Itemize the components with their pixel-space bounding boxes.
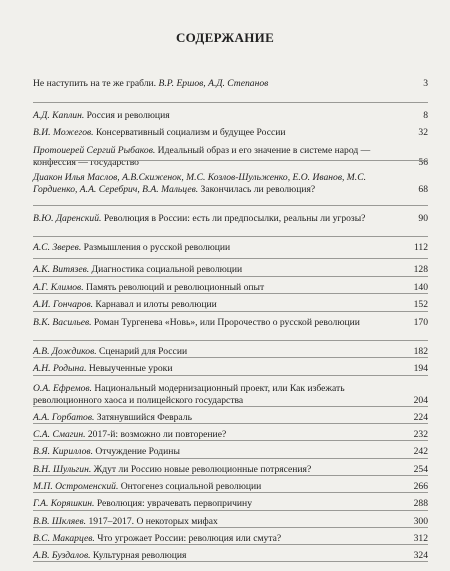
toc-entry-title: 2017-й: возможно ли повторение? bbox=[85, 429, 227, 440]
toc-entry-author: М.П. Остроменский. bbox=[33, 481, 119, 492]
toc-entry-author: А.С. Зверев. bbox=[33, 242, 82, 253]
toc-entry-page: 3 bbox=[423, 78, 428, 89]
toc-entry-page: 288 bbox=[413, 498, 428, 509]
toc-entry-text bbox=[33, 412, 428, 424]
toc-entry-author: А.И. Гончаров. bbox=[33, 299, 94, 310]
toc-entry-text bbox=[33, 299, 428, 311]
divider bbox=[33, 357, 428, 358]
divider bbox=[33, 160, 428, 161]
divider bbox=[33, 375, 428, 376]
toc-entry-author: А.Г. Климов. bbox=[33, 282, 84, 293]
toc-entry-title: 1917–2017. О некоторых мифах bbox=[86, 516, 218, 527]
divider bbox=[33, 340, 428, 341]
toc-entry-page: 300 bbox=[413, 516, 428, 527]
toc-entry-title: Диагностика социальной революции bbox=[89, 264, 243, 275]
toc-entry bbox=[33, 172, 428, 195]
toc-entry-text bbox=[33, 429, 428, 441]
toc-entry-author: В.С. Макарцев. bbox=[33, 533, 95, 544]
toc-entry bbox=[33, 429, 428, 441]
toc-entry-page: 32 bbox=[418, 127, 428, 138]
toc-entry bbox=[33, 127, 428, 139]
toc-entry bbox=[33, 145, 428, 168]
toc-entry-page: 128 bbox=[413, 264, 428, 275]
toc-entry-title: Онтогенез социальной революции bbox=[118, 481, 262, 492]
toc-entry-text bbox=[33, 550, 428, 562]
toc-entry bbox=[33, 412, 428, 424]
toc-entry-author: В.Р. Ершов, А.Д. Степанов bbox=[156, 78, 269, 89]
toc-entry-page: 194 bbox=[413, 363, 428, 374]
toc-entry-author: А.В. Буздалов. bbox=[33, 550, 91, 561]
toc-entry-page: 254 bbox=[413, 464, 428, 475]
toc-entry-author: В.И. Можегов. bbox=[33, 127, 94, 138]
divider bbox=[33, 492, 428, 493]
divider bbox=[33, 423, 428, 424]
toc-entry bbox=[33, 533, 428, 545]
toc-entry bbox=[33, 264, 428, 276]
toc-entry-page: 140 bbox=[413, 282, 428, 293]
toc-entry-title: Что угрожает России: революция или смута? bbox=[94, 533, 282, 544]
toc-entry-text bbox=[33, 446, 428, 458]
toc-entry-title: Отчуждение Родины bbox=[92, 446, 180, 457]
toc-entry-author: А.Д. Каплин. bbox=[33, 110, 85, 121]
toc-entry-title: Не наступить на те же грабли. bbox=[33, 78, 157, 89]
toc-entry-text bbox=[33, 383, 428, 406]
divider bbox=[33, 527, 428, 528]
divider bbox=[33, 544, 428, 545]
toc-entry-title: Россия и революция bbox=[84, 110, 170, 121]
divider bbox=[33, 276, 428, 277]
divider bbox=[33, 258, 428, 259]
toc-entry-title: Память революций и революционный опыт bbox=[83, 282, 265, 293]
toc-entry-title: Революция в России: есть ли предпосылки, реальны ли угрозы? bbox=[101, 213, 366, 224]
toc-entry-text bbox=[33, 264, 428, 276]
toc-entry-text bbox=[33, 481, 428, 493]
toc-entry bbox=[33, 110, 428, 122]
toc-entry-author: В.Ю. Даренский. bbox=[33, 213, 102, 224]
divider bbox=[33, 102, 428, 103]
toc-entry bbox=[33, 363, 428, 375]
toc-entry-author: А.Н. Родына. bbox=[33, 363, 87, 374]
toc-entry-title: Ждут ли Россию новые революционные потрясения? bbox=[91, 464, 312, 475]
toc-entry-title: Консервативный социализм и будущее России bbox=[93, 127, 286, 138]
toc-entry-text bbox=[33, 464, 428, 476]
toc-entry-title: Сценарий для России bbox=[96, 346, 188, 357]
divider bbox=[33, 458, 428, 459]
toc-entry-text bbox=[33, 78, 428, 90]
toc-entry-title: Закончилась ли революция? bbox=[198, 183, 316, 195]
divider bbox=[33, 440, 428, 441]
toc-entry bbox=[33, 78, 428, 90]
toc-entry-title: Размышления о русской революции bbox=[81, 242, 231, 253]
toc-entry-author: О.А. Ефремов. bbox=[33, 383, 92, 394]
toc-entry-page: 112 bbox=[413, 242, 428, 253]
divider bbox=[33, 293, 428, 294]
divider bbox=[33, 561, 428, 562]
page-title: СОДЕРЖАНИЕ bbox=[175, 30, 275, 45]
toc-entry-author: Г.А. Коряшкин. bbox=[33, 498, 95, 509]
divider bbox=[33, 311, 428, 312]
toc-entry-author: С.А. Смагин. bbox=[33, 429, 86, 440]
toc-entry-title: Национальный модернизационный проект, или Как избежать революционного хаоса и полицейского государства bbox=[33, 383, 345, 406]
toc-entry-text bbox=[33, 533, 428, 545]
toc-entry-page: 56 bbox=[418, 156, 428, 168]
divider bbox=[33, 406, 428, 407]
toc-entry bbox=[33, 242, 428, 254]
divider bbox=[33, 475, 428, 476]
toc-entry bbox=[33, 498, 428, 510]
toc-entry bbox=[33, 213, 428, 225]
toc-entry-author: В.В. Шкляев. bbox=[33, 516, 87, 527]
toc-entry-author: Протоиерей Сергий Рыбаков. bbox=[33, 145, 156, 156]
toc-entry bbox=[33, 383, 428, 406]
toc-entry-title: Культурная революция bbox=[90, 550, 187, 561]
toc-entry-page: 242 bbox=[413, 446, 428, 457]
toc-entry-title: Идеальный образ и его значение в системе народ — конфессия — государство bbox=[33, 145, 371, 168]
toc-entry bbox=[33, 516, 428, 528]
toc-entry-text bbox=[33, 145, 428, 168]
toc-entry-text bbox=[33, 346, 428, 358]
divider bbox=[33, 236, 428, 237]
divider bbox=[33, 510, 428, 511]
toc-entry bbox=[33, 446, 428, 458]
toc-entry-text bbox=[33, 127, 428, 139]
toc-entry-page: 204 bbox=[413, 394, 428, 406]
toc-entry-author: В.Н. Шульгин. bbox=[33, 464, 92, 475]
toc-entry bbox=[33, 299, 428, 311]
toc-entry-text bbox=[33, 242, 428, 254]
toc-entry-page: 266 bbox=[413, 481, 428, 492]
toc-entry bbox=[33, 346, 428, 358]
toc-entry-text bbox=[33, 282, 428, 294]
toc-entry bbox=[33, 464, 428, 476]
toc-entry-page: 224 bbox=[413, 412, 428, 423]
toc-entry-text bbox=[33, 213, 428, 225]
toc-entry-author: А.В. Дождиков. bbox=[33, 346, 97, 357]
toc-entry-author: А.А. Горбатов. bbox=[33, 412, 95, 423]
toc-entry-page: 152 bbox=[413, 299, 428, 310]
toc-entry-text bbox=[33, 110, 428, 122]
toc-entry-author: В.К. Васильев. bbox=[33, 317, 92, 328]
toc-entry bbox=[33, 317, 428, 329]
toc-entry-page: 324 bbox=[413, 550, 428, 561]
toc-entry-text bbox=[33, 363, 428, 375]
toc-entry-page: 8 bbox=[423, 110, 428, 121]
toc-entry bbox=[33, 282, 428, 294]
toc-entry-page: 90 bbox=[418, 213, 428, 224]
toc-entry-page: 182 bbox=[413, 346, 428, 357]
toc-entry-page: 312 bbox=[413, 533, 428, 544]
toc-entry-text bbox=[33, 317, 428, 329]
toc-entry-title: Роман Тургенева «Новь», или Пророчество о русской революции bbox=[91, 317, 360, 328]
toc-entry-title: Революция: уврачевать первопричину bbox=[94, 498, 252, 509]
toc-entry bbox=[33, 481, 428, 493]
toc-entry-author: В.Я. Кириллов. bbox=[33, 446, 93, 457]
toc-entry-text bbox=[33, 498, 428, 510]
toc-entry bbox=[33, 550, 428, 562]
toc-entry-title: Невыученные уроки bbox=[86, 363, 173, 374]
toc-entry-author: Диакон Илья Маслов, А.В.Скиженок, М.С. Козлов-Шульженко, Е.О. Иванов, М.С. Гордиенко, А.А. Серебрич, В.А. Мальцев. bbox=[33, 172, 366, 195]
toc-entry-author: А.К. Витязев. bbox=[33, 264, 90, 275]
toc-entry-title: Карнавал и илоты революции bbox=[93, 299, 217, 310]
toc-entry-page: 170 bbox=[413, 317, 428, 328]
toc-entry-page: 232 bbox=[413, 429, 428, 440]
toc-entry-page: 68 bbox=[418, 183, 428, 195]
toc-entry-title: Затянувшийся Февраль bbox=[94, 412, 192, 423]
divider bbox=[33, 205, 428, 206]
toc-entry-text bbox=[33, 172, 428, 195]
toc-entry-text bbox=[33, 516, 428, 528]
